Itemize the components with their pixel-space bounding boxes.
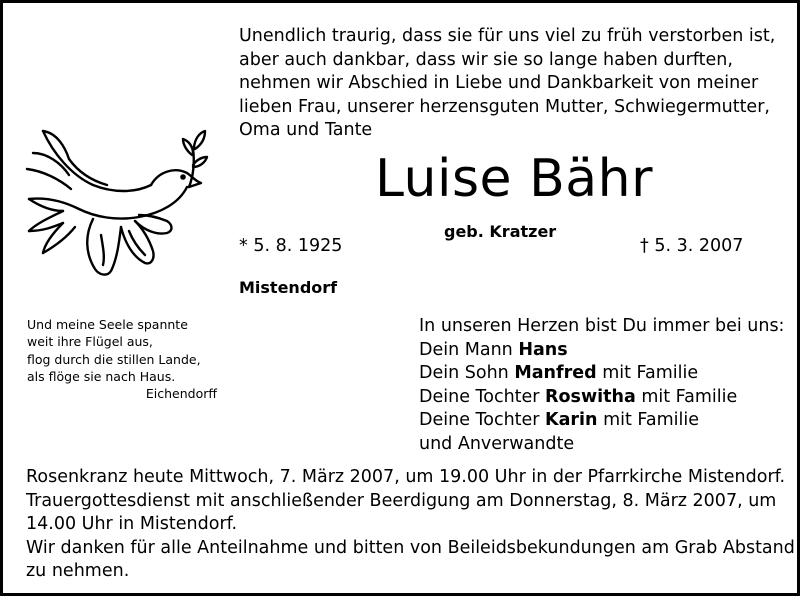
mourner-entry [419, 386, 789, 410]
poem-line: flog durch die stillen Lande, [27, 351, 201, 367]
intro-text [239, 25, 779, 143]
footer-line: zu nehmen. [26, 561, 130, 582]
intro-line: lieben Frau, unserer herzensguten Mutter, Schwiegermutter, [239, 96, 770, 117]
poem-line: als flöge sie nach Haus. [27, 368, 176, 384]
intro-line: Oma und Tante [239, 120, 373, 140]
mourner-name: Roswitha [545, 386, 636, 407]
intro-line: Unendlich traurig, dass sie für uns viel zu früh verstorben ist, [239, 26, 776, 46]
mourner-entry [419, 409, 789, 433]
footer-line: 14.00 Uhr in Mistendorf. [26, 514, 238, 535]
mourner-name: Hans [518, 339, 568, 360]
mourner-entry [419, 362, 789, 386]
birth-date: * 5. 8. 1925 [239, 236, 343, 256]
mourner-relation: Deine Tochter [419, 386, 546, 407]
birth-name: geb. Kratzer [444, 222, 557, 241]
mourner-relation: Dein Mann [419, 339, 519, 360]
footer-line: Trauergottesdienst mit anschließender Beerdigung am Donnerstag, 8. März 2007, um [26, 490, 777, 511]
poem-line: Und meine Seele spannte [27, 317, 188, 332]
mourners-closing: und Anverwandte [419, 433, 575, 454]
intro-line: aber auch dankbar, dass wir sie so lange haben durften, [239, 49, 733, 70]
mourner-relation: Dein Sohn [419, 363, 515, 384]
intro-line: nehmen wir Abschied in Liebe und Dankbarkeit von meiner [239, 73, 759, 93]
dove-with-olive-branch-icon [23, 123, 209, 283]
mourner-relation: Deine Tochter [419, 410, 546, 431]
service-details [26, 466, 795, 584]
poem [27, 316, 217, 402]
mourners-heading: In unseren Herzen bist Du immer bei uns: [419, 316, 785, 336]
home-place: Mistendorf [239, 278, 338, 297]
mourner-entry [419, 339, 789, 363]
mourner-name: Manfred [514, 363, 597, 384]
footer-line: Wir danken für alle Anteilnahme und bitten von Beileidsbekundungen am Grab Abstand [26, 537, 795, 558]
mourner-suffix: mit Familie [596, 363, 699, 384]
mourner-name: Karin [545, 410, 598, 431]
poem-line: weit ihre Flügel aus, [27, 334, 153, 350]
footer-line: Rosenkranz heute Mittwoch, 7. März 2007, um 19.00 Uhr in der Pfarrkirche Mistendorf. [26, 467, 786, 487]
deceased-name: Luise Bähr [375, 149, 653, 209]
mourner-suffix: mit Familie [635, 386, 738, 407]
death-date: † 5. 3. 2007 [640, 236, 744, 256]
poem-author: Eichendorff [145, 386, 217, 402]
mourner-suffix: mit Familie [597, 410, 699, 431]
mourners-list [419, 315, 789, 457]
